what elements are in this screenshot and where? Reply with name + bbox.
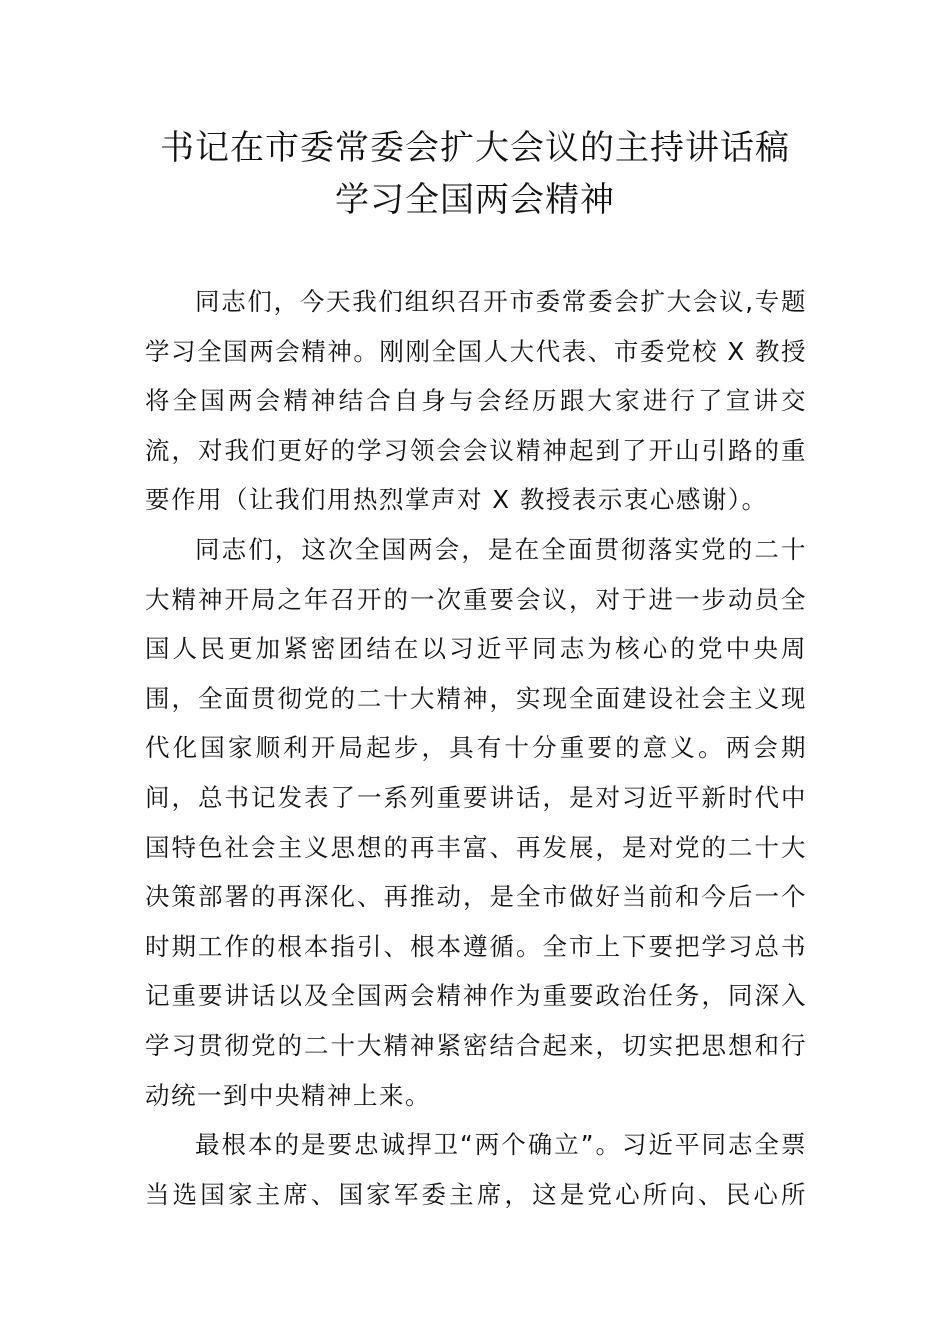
paragraph-3 <box>145 1120 807 1219</box>
text-line: 学习全国两会精神。刚刚全国人大代表、市委党校 X 教授 <box>145 336 807 366</box>
text-line: 代化国家顺利开局起步，具有十分重要的意义。两会期 <box>145 733 807 763</box>
text-line: 国人民更加紧密团结在以习近平同志为核心的党中央周 <box>145 634 807 664</box>
text-line: 时期工作的根本指引、根本遵循。全市上下要把学习总书 <box>145 931 807 961</box>
text-line: 决策部署的再深化、再推动，是全市做好当前和今后一个 <box>145 882 807 912</box>
paragraph-1 <box>145 277 807 525</box>
title-line-2: 学习全国两会精神 <box>335 180 615 220</box>
title-line-1: 书记在市委常委会扩大会议的主持讲话稿 <box>160 128 790 168</box>
text-line: 同志们，这次全国两会，是在全面贯彻落实党的二十 <box>195 534 807 564</box>
paragraph-2 <box>145 525 807 1120</box>
text-line: 要作用（让我们用热烈掌声对 X 教授表示衷心感谢）。 <box>145 485 768 515</box>
text-line: 记重要讲话以及全国两会精神作为重要政治任务，同深入 <box>145 981 807 1011</box>
text-line: 当选国家主席、国家军委主席，这是党心所向、民心所 <box>145 1179 807 1209</box>
text-line: 流，对我们更好的学习领会会议精神起到了开山引路的重 <box>145 435 807 465</box>
text-line: 将全国两会精神结合自身与会经历跟大家进行了宣讲交 <box>145 386 807 416</box>
document-body <box>145 277 807 1219</box>
text-line: 最根本的是要忠诚捍卫“两个确立”。习近平同志全票 <box>195 1130 807 1160</box>
text-line: 国特色社会主义思想的再丰富、再发展，是对党的二十大 <box>145 832 807 862</box>
document-title <box>0 122 950 226</box>
text-line: 同志们，今天我们组织召开市委常委会扩大会议,专题 <box>195 287 807 316</box>
text-line: 围，全面贯彻党的二十大精神，实现全面建设社会主义现 <box>145 683 807 713</box>
text-line: 动统一到中央精神上来。 <box>145 1080 431 1110</box>
text-line: 间，总书记发表了一系列重要讲话，是对习近平新时代中 <box>145 782 807 812</box>
text-line: 大精神开局之年召开的一次重要会议，对于进一步动员全 <box>145 584 807 614</box>
text-line: 学习贯彻党的二十大精神紧密结合起来，切实把思想和行 <box>145 1030 807 1060</box>
